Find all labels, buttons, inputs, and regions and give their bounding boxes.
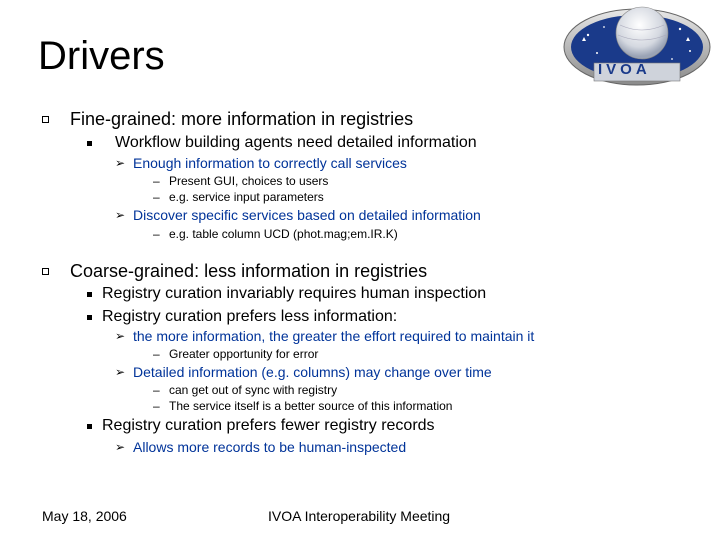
arrow-bullet-icon: ➢ [115, 208, 126, 222]
square-bullet-icon [87, 315, 92, 320]
bullet-opportunity-error: Greater opportunity for error [169, 347, 319, 361]
dash-bullet-icon: – [153, 399, 160, 413]
hollow-square-bullet-icon [42, 116, 49, 123]
bullet-workflow-agents: Workflow building agents need detailed information [115, 134, 477, 151]
bullet-service-source: The service itself is a better source of this information [169, 399, 453, 413]
square-bullet-icon [87, 292, 92, 297]
bullet-discover-services: Discover specific services based on detailed information [133, 207, 481, 223]
logo-text: IVOA [598, 61, 651, 78]
bullet-curation-inspection: Registry curation invariably requires human inspection [102, 285, 487, 302]
bullet-table-ucd: e.g. table column UCD (phot.mag;em.IR.K) [169, 227, 398, 241]
bullet-input-params: e.g. service input parameters [169, 190, 324, 204]
bullet-present-gui: Present GUI, choices to users [169, 174, 329, 188]
arrow-bullet-icon: ➢ [115, 365, 126, 379]
arrow-bullet-icon: ➢ [115, 156, 126, 170]
dash-bullet-icon: – [153, 227, 160, 241]
bullet-fine-grained: Fine-grained: more information in registries [70, 109, 414, 129]
bullet-out-of-sync: can get out of sync with registry [169, 383, 338, 397]
footer-meeting: IVOA Interoperability Meeting [268, 508, 451, 524]
dash-bullet-icon: – [153, 174, 160, 188]
footer-date: May 18, 2006 [42, 508, 127, 524]
bullet-detailed-change: Detailed information (e.g. columns) may change over time [133, 364, 492, 380]
bullet-enough-info: Enough information to correctly call services [133, 155, 407, 171]
bullet-more-information: the more information, the greater the effort required to maintain it [133, 328, 535, 344]
arrow-bullet-icon: ➢ [115, 440, 126, 454]
dash-bullet-icon: – [153, 383, 160, 397]
square-bullet-icon [87, 141, 92, 146]
bullet-human-inspected: Allows more records to be human-inspected [133, 439, 407, 455]
square-bullet-icon [87, 424, 92, 429]
hollow-square-bullet-icon [42, 268, 49, 275]
bullet-curation-less-info: Registry curation prefers less information: [102, 308, 398, 325]
dash-bullet-icon: – [153, 190, 160, 204]
slide-title: Drivers [38, 34, 165, 78]
bullet-fewer-records: Registry curation prefers fewer registry records [102, 417, 435, 434]
arrow-bullet-icon: ➢ [115, 329, 126, 343]
bullet-coarse-grained: Coarse-grained: less information in registries [70, 261, 428, 281]
dash-bullet-icon: – [153, 347, 160, 361]
